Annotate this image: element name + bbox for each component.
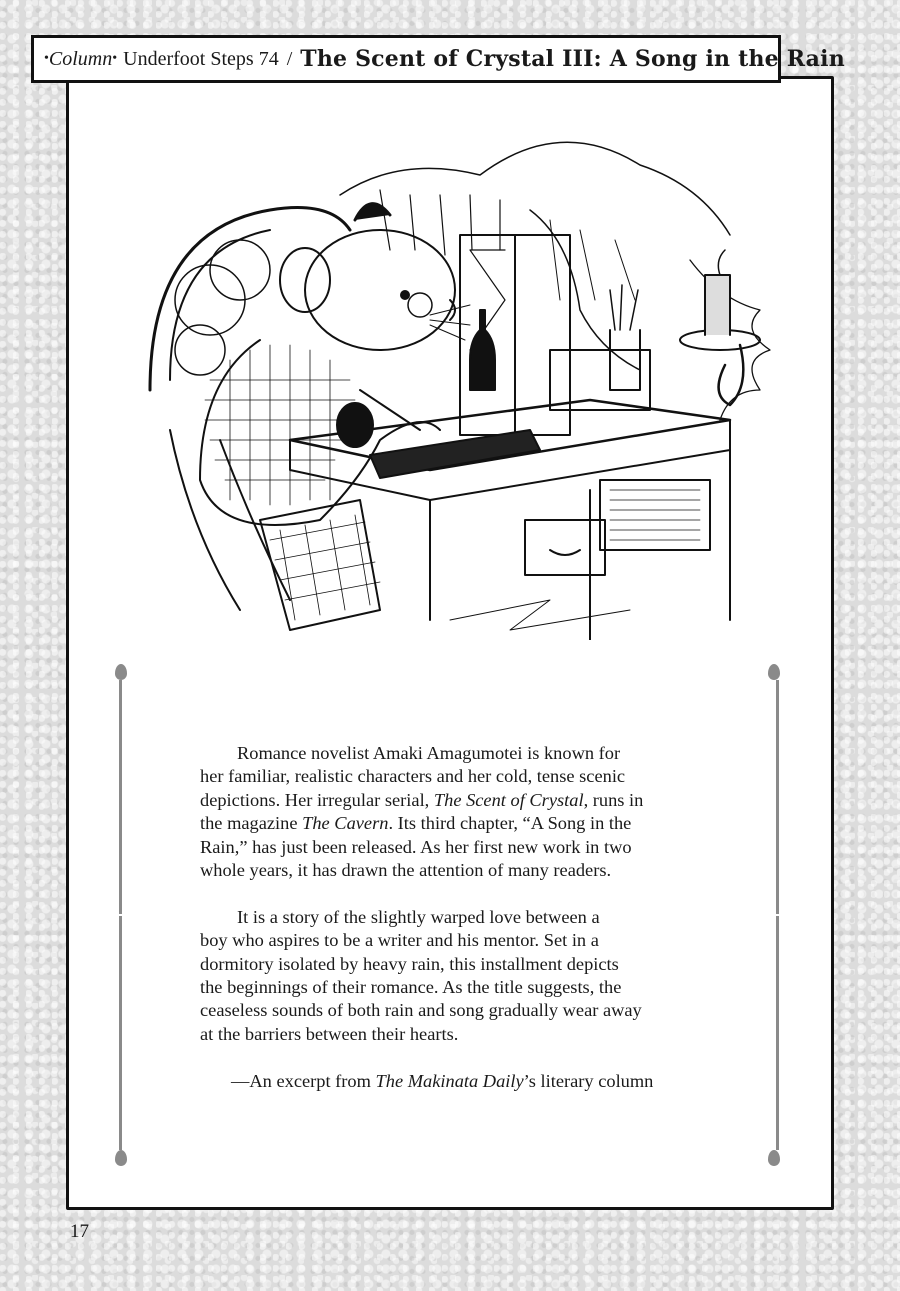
text-span: . Its third chapter, “A Song in the [388,813,632,834]
attribution [200,1070,720,1093]
ornament-drop-icon [115,664,127,680]
series-label: Underfoot Steps 74 [123,47,279,70]
ornament-drop-icon [115,1150,127,1166]
magazine-title: The Cavern [302,813,389,834]
mouse-writer-illustration [130,100,790,640]
ornament-drop-icon [768,1150,780,1166]
text-line: Rain,” has just been released. As her first new work in two [200,836,632,857]
text-span: depictions. Her irregular serial, [200,789,434,810]
header-separator: / [286,47,293,70]
rule-nick [118,914,123,916]
text-line: her familiar, realistic characters and her cold, tense scenic [200,766,626,787]
text-line: dormitory isolated by heavy rain, this installment depicts [200,953,619,974]
text-line: Romance novelist Amaki Amagumotei is known for [237,743,621,763]
column-header [31,35,845,83]
text-line: It is a story of the slightly warped love between a [237,906,600,927]
rule-nick [775,914,780,916]
bullet-ornament: • [112,51,118,66]
text-line: ceaseless sounds of both rain and song gradually wear away [200,1000,642,1021]
text-line: whole years, it has drawn the attention of many readers. [200,860,612,881]
paragraph-1 [200,742,720,882]
text-span: the magazine [200,813,303,834]
serial-title: The Scent of Crystal [433,789,584,810]
text-line [200,812,720,835]
text-line [200,789,720,812]
column-label: Column [48,47,113,70]
text-line: boy who aspires to be a writer and his mentor. Set in a [200,930,599,951]
attribution-suffix: ’s literary column [523,1070,654,1091]
article-title: The Scent of Crystal III: A Song in the Rain [300,46,845,72]
paragraph-2 [200,906,720,1046]
bullet-ornament: • [44,51,49,66]
text-line: the beginnings of their romance. As the title suggests, the [200,977,622,998]
text-line: at the barriers between their hearts. [200,1023,459,1044]
ornament-drop-icon [768,664,780,680]
attribution-prefix: —An excerpt from [231,1070,376,1091]
text-span: , runs in [583,789,644,810]
article-body [200,742,720,1093]
newspaper-title: The Makinata Daily [375,1070,524,1091]
page-number: 17 [70,1221,89,1242]
